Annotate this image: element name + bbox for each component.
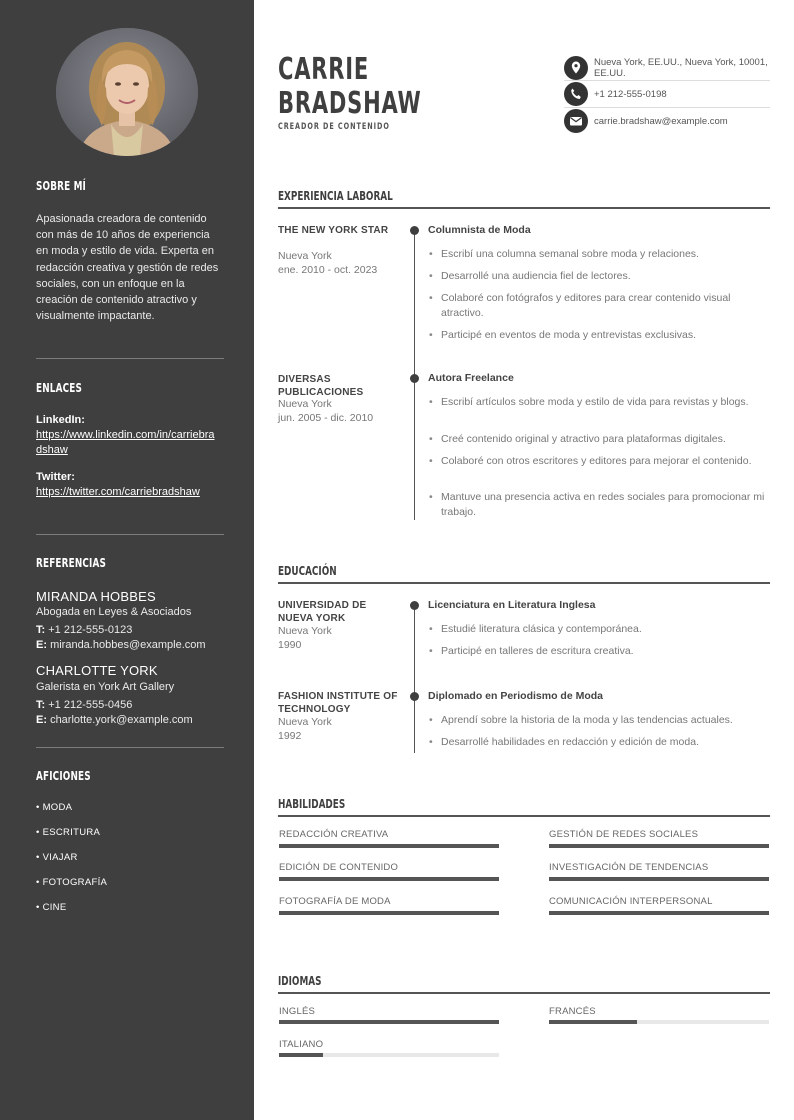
section-divider (278, 992, 770, 994)
links-title: ENLACES (36, 381, 83, 395)
language-bar-fill (279, 1020, 499, 1024)
school-location: Nueva York (278, 625, 332, 637)
education-bullet: • Participé en talleres de escritura creativa. (428, 644, 770, 659)
contact-email: carrie.bradshaw@example.com (594, 116, 728, 127)
language-bar-fill (279, 1053, 323, 1057)
job-bullet: • Colaboré con fotógrafos y editores para crear contenido visual atractivo. (428, 291, 770, 320)
skill-bar (549, 877, 769, 881)
skill-label: GESTIÓN DE REDES SOCIALES (549, 829, 699, 840)
twitter-link[interactable]: https://twitter.com/carriebradshaw (36, 486, 200, 498)
divider (36, 358, 224, 359)
skill-bar-fill (279, 844, 499, 848)
employer-location: Nueva York (278, 398, 332, 410)
skill-label: FOTOGRAFÍA DE MODA (279, 896, 391, 907)
job-title: Autora Freelance (428, 372, 514, 384)
skill-bar (279, 844, 499, 848)
references-title: REFERENCIAS (36, 556, 107, 570)
skill-bar (279, 877, 499, 881)
hobbies-title: AFICIONES (36, 769, 91, 783)
reference-email: E: charlotte.york@example.com (36, 714, 193, 726)
skill-bar-fill (549, 877, 769, 881)
skill-label: EDICIÓN DE CONTENIDO (279, 862, 399, 873)
location-pin-icon (564, 56, 588, 80)
hobby-item: • CINE (36, 902, 67, 913)
reference-position: Galerista en York Art Gallery (36, 681, 175, 693)
skill-bar (279, 911, 499, 915)
reference-position: Abogada en Leyes & Asociados (36, 606, 192, 618)
education-title: EDUCACIÓN (278, 564, 337, 578)
degree-title: Licenciatura en Literatura Inglesa (428, 599, 596, 611)
job-bullet: • Creé contenido original y atractivo para plataformas digitales. (428, 432, 770, 447)
job-bullet: • Escribí artículos sobre moda y estilo de vida para revistas y blogs. (428, 395, 770, 410)
skill-label: COMUNICACIÓN INTERPERSONAL (549, 896, 713, 907)
language-bar (549, 1020, 769, 1024)
employment-dates: jun. 2005 - dic. 2010 (278, 412, 374, 424)
reference-name: CHARLOTTE YORK (36, 663, 158, 678)
language-bar-fill (549, 1020, 637, 1024)
hobby-item: • ESCRITURA (36, 827, 101, 838)
language-bar (279, 1053, 499, 1057)
about-title: SOBRE MÍ (36, 179, 87, 193)
school: FASHION INSTITUTE OF TECHNOLOGY (278, 691, 398, 715)
job-bullet: • Mantuve una presencia activa en redes sociales para promocionar mi trabajo. (428, 490, 770, 519)
reference-email: E: miranda.hobbes@example.com (36, 639, 206, 651)
divider (36, 747, 224, 748)
job-bullet: • Escribí una columna semanal sobre moda y relaciones. (428, 247, 770, 262)
linkedin-link[interactable]: https://www.linkedin.com/in/carriebradshaw (36, 429, 215, 456)
skill-bar-fill (549, 844, 769, 848)
contact-address: Nueva York, EE.UU., Nueva York, 10001, EE.UU. (594, 57, 768, 79)
divider (36, 534, 224, 535)
last-name: BRADSHAW (278, 86, 422, 121)
education-bullet: • Aprendí sobre la historia de la moda y las tendencias actuales. (428, 713, 770, 728)
profile-photo (56, 28, 198, 156)
envelope-icon (564, 109, 588, 133)
skill-bar-fill (279, 877, 499, 881)
hobby-item: • VIAJAR (36, 852, 78, 863)
job-title: Columnista de Moda (428, 224, 531, 236)
skill-bar-fill (549, 911, 769, 915)
twitter-label: Twitter: (36, 471, 75, 483)
section-divider (278, 815, 770, 817)
job-bullet: • Colaboré con otros escritores y editores para mejorar el contenido. (428, 454, 770, 469)
hobby-item: • MODA (36, 802, 73, 813)
first-name: CARRIE (278, 52, 370, 87)
employer: THE NEW YORK STAR (278, 225, 389, 236)
reference-name: MIRANDA HOBBES (36, 589, 156, 604)
education-bullet: • Desarrollé habilidades en redacción y edición de moda. (428, 735, 770, 750)
reference-phone: T: +1 212-555-0123 (36, 624, 133, 636)
job-role: CREADOR DE CONTENIDO (278, 122, 390, 132)
skill-label: INVESTIGACIÓN DE TENDENCIAS (549, 862, 709, 873)
employment-dates: ene. 2010 - oct. 2023 (278, 264, 378, 276)
language-label: INGLÉS (279, 1006, 316, 1017)
degree-title: Diplomado en Periodismo de Moda (428, 690, 604, 702)
job-bullet: • Participé en eventos de moda y entrevistas exclusivas. (428, 328, 770, 343)
skill-bar-fill (279, 911, 499, 915)
timeline-line (414, 605, 415, 753)
school: UNIVERSIDAD DE NUEVA YORK (278, 600, 367, 624)
education-bullet: • Estudié literatura clásica y contemporánea. (428, 622, 770, 637)
phone-icon (564, 82, 588, 106)
timeline-dot (410, 374, 419, 383)
language-label: FRANCÉS (549, 1006, 596, 1017)
skills-title: HABILIDADES (278, 797, 346, 811)
divider (564, 80, 770, 81)
hobby-item: • FOTOGRAFÍA (36, 877, 108, 888)
timeline-dot (410, 601, 419, 610)
skill-label: REDACCIÓN CREATIVA (279, 829, 389, 840)
language-bar (279, 1020, 499, 1024)
section-divider (278, 207, 770, 209)
language-label: ITALIANO (279, 1039, 324, 1050)
skill-bar (549, 911, 769, 915)
timeline-dot (410, 226, 419, 235)
graduation-date: 1992 (278, 730, 302, 742)
graduation-date: 1990 (278, 639, 302, 651)
employer: DIVERSAS PUBLICACIONES (278, 374, 364, 398)
section-divider (278, 582, 770, 584)
languages-title: IDIOMAS (278, 974, 322, 988)
about-text: Apasionada creadora de contenido con más de 10 años de experiencia en moda y estilo de vida. Experta en redacción creativa y gestión de redes sociales, con un enfoque en la creación de contenido atractivo y visualmente impactante. (36, 213, 219, 323)
linkedin-label: LinkedIn: (36, 414, 85, 426)
sidebar (0, 0, 254, 1120)
contact-phone: +1 212-555-0198 (594, 89, 667, 100)
reference-phone: T: +1 212-555-0456 (36, 699, 133, 711)
skill-bar (549, 844, 769, 848)
job-bullet: • Desarrollé una audiencia fiel de lectores. (428, 269, 770, 284)
timeline-dot (410, 692, 419, 701)
divider (564, 107, 770, 108)
experience-title: EXPERIENCIA LABORAL (278, 189, 393, 203)
employer-location: Nueva York (278, 250, 332, 262)
school-location: Nueva York (278, 716, 332, 728)
